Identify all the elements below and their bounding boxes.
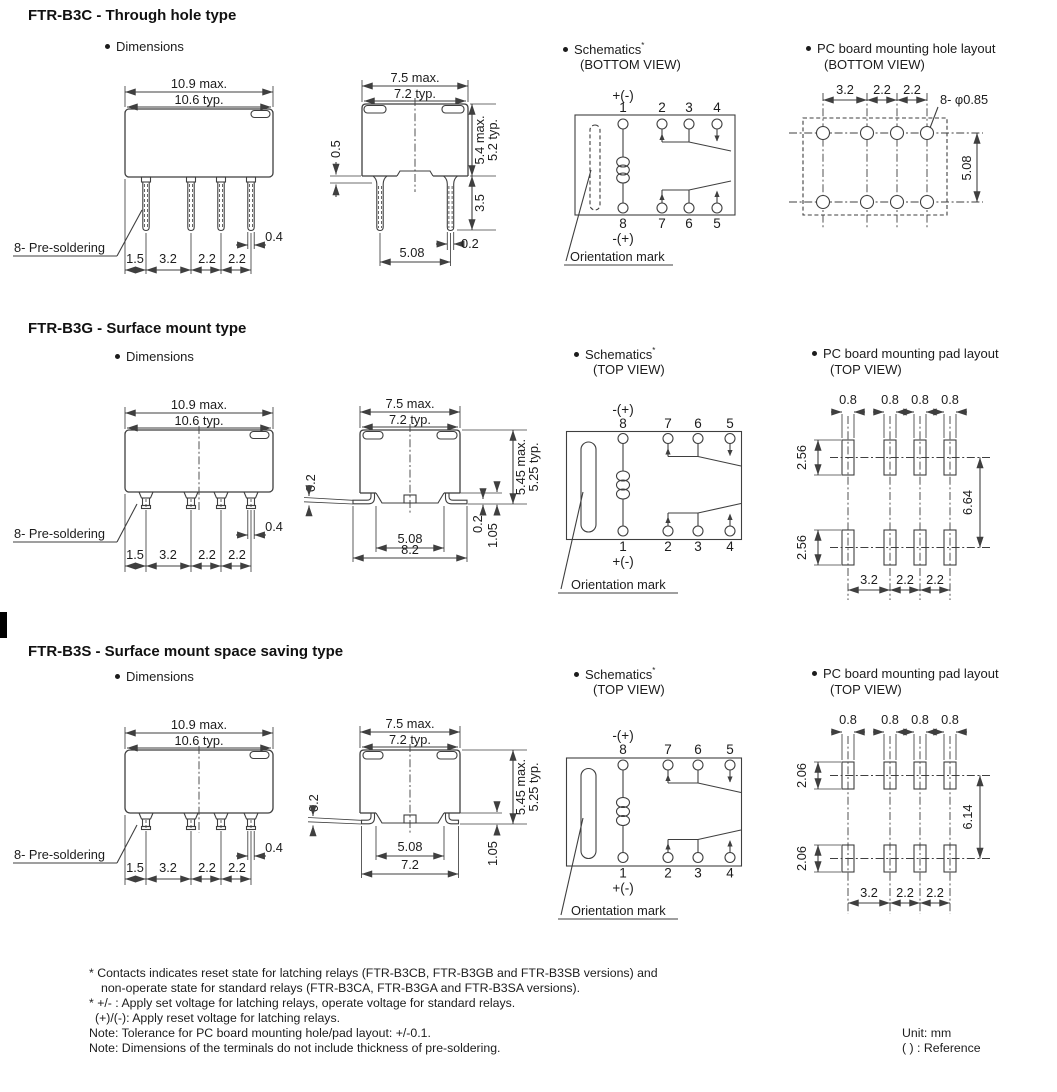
pin-number: 3 bbox=[694, 865, 702, 881]
contact-symbols bbox=[665, 444, 741, 527]
dim-label: 10.6 typ. bbox=[174, 413, 224, 428]
dim-label: 3.5 bbox=[472, 194, 487, 212]
b3s-schematic bbox=[558, 728, 742, 919]
b3s-schematics-view: (TOP VIEW) bbox=[593, 682, 665, 697]
pad-width-dims bbox=[831, 732, 967, 760]
dim-label: 0.8 bbox=[941, 712, 959, 727]
pin-number: 1 bbox=[619, 539, 627, 554]
orientation-notch bbox=[251, 111, 270, 118]
mounting-holes bbox=[817, 127, 934, 209]
dim-label: 0.4 bbox=[265, 229, 283, 244]
b3s-dimensions-header bbox=[115, 669, 194, 684]
bullet-icon bbox=[574, 672, 579, 677]
presolder-label: 8- Pre-soldering bbox=[14, 847, 106, 862]
b3c-pcb-hole-layout bbox=[789, 82, 988, 228]
dim-label: 5.25 typ. bbox=[526, 442, 541, 492]
dim-label: 0.8 bbox=[911, 712, 929, 727]
b3g-dimensions-header bbox=[115, 349, 194, 364]
pin-number: 7 bbox=[658, 216, 666, 231]
pin-number: 5 bbox=[726, 742, 734, 757]
b3c-front-drawing bbox=[13, 76, 283, 274]
dim-label: 0.2 bbox=[306, 794, 321, 812]
dim-label: 2.2 bbox=[198, 860, 216, 875]
pin-number: 2 bbox=[664, 539, 672, 554]
print-mark bbox=[0, 612, 7, 638]
dim-label: 2.2 bbox=[926, 885, 944, 900]
b3c-schematic bbox=[564, 88, 735, 265]
pin-number: 1 bbox=[619, 100, 627, 115]
dim-label: 2.2 bbox=[228, 251, 246, 266]
b3s-schematics-header bbox=[574, 666, 655, 682]
footnote-line: non-operate state for standard relays (FTR-B3CA, FTR-B3GA and FTR-B3SA versions). bbox=[101, 981, 581, 995]
reference-note: ( ) : Reference bbox=[902, 1041, 981, 1055]
dim-label: 3.2 bbox=[159, 860, 177, 875]
pin-number: 3 bbox=[694, 539, 702, 554]
gullwing-legs-front bbox=[139, 813, 258, 830]
pin-number: 8 bbox=[619, 742, 627, 757]
footnote-marker: * bbox=[652, 346, 656, 355]
dim-label: 2.2 bbox=[228, 547, 246, 562]
dim-label: 0.8 bbox=[911, 392, 929, 407]
pin-number: 5 bbox=[713, 216, 721, 231]
polarity-label: -(+) bbox=[612, 231, 634, 246]
b3g-pcb-pad-layout bbox=[794, 392, 990, 600]
orientation-label: Orientation mark bbox=[571, 903, 666, 918]
dim-label: 5.08 bbox=[399, 245, 425, 260]
pin-number: 6 bbox=[694, 416, 702, 431]
b3g-schematics-header bbox=[574, 346, 655, 362]
b3c-schematics-view: (BOTTOM VIEW) bbox=[580, 57, 681, 72]
dim-label: 0.4 bbox=[265, 840, 283, 855]
dim-label: 5.08 bbox=[959, 155, 974, 181]
dim-label: 6.64 bbox=[960, 490, 975, 515]
bullet-icon bbox=[115, 354, 120, 359]
dim-label: 0.8 bbox=[839, 392, 857, 407]
header-label: PC board mounting pad layout bbox=[823, 666, 999, 681]
pin-number: 8 bbox=[619, 216, 627, 231]
solder-pads bbox=[842, 440, 956, 565]
footnote-line: Note: Tolerance for PC board mounting hole/pad layout: +/-0.1. bbox=[89, 1026, 431, 1040]
dim-label: 7.2 typ. bbox=[394, 86, 436, 101]
dim-label: 7.2 bbox=[401, 857, 419, 872]
dim-label: 10.9 max. bbox=[170, 76, 228, 91]
dim-label: 5.2 typ. bbox=[485, 119, 500, 161]
pin-number: 4 bbox=[726, 539, 734, 554]
centerlines bbox=[789, 93, 983, 228]
footnote-line: (+)/(-): Apply reset voltage for latching relays. bbox=[95, 1011, 341, 1025]
orientation-mark bbox=[581, 442, 596, 532]
dim-label: 7.2 typ. bbox=[389, 412, 431, 427]
dim-label: 3.2 bbox=[860, 572, 878, 587]
b3s-pcb-view: (TOP VIEW) bbox=[830, 682, 902, 697]
footnote-line: * Contacts indicates reset state for latching relays (FTR-B3CB, FTR-B3GB and FTR-B3SB versions) and bbox=[89, 966, 658, 980]
bullet-icon bbox=[806, 46, 811, 51]
bullet-icon bbox=[105, 44, 110, 49]
b3s-side-drawing bbox=[306, 716, 541, 878]
b3c-dimensions-header bbox=[105, 39, 184, 54]
dim-label: 0.8 bbox=[881, 392, 899, 407]
dim-label: 2.2 bbox=[873, 82, 891, 97]
pad-width-dims bbox=[831, 412, 967, 438]
dim-label: 1.05 bbox=[485, 523, 500, 548]
dim-label: 6.14 bbox=[960, 804, 975, 830]
section-b3g-title: FTR-B3G - Surface mount type bbox=[28, 320, 247, 337]
dim-label: 1.5 bbox=[126, 251, 144, 266]
orientation-mark bbox=[581, 769, 596, 859]
pin-number: 2 bbox=[658, 100, 666, 115]
polarity-label: -(+) bbox=[612, 728, 634, 743]
solder-pads bbox=[842, 762, 956, 872]
b3c-pcb-header bbox=[806, 41, 996, 56]
dim-label: 3.2 bbox=[836, 82, 854, 97]
orientation-label: Orientation mark bbox=[570, 249, 665, 264]
through-hole-pins bbox=[143, 182, 254, 231]
section-b3s-title: FTR-B3S - Surface mount space saving type bbox=[28, 643, 344, 660]
b3g-pcb-header bbox=[812, 346, 999, 361]
dim-label: 3.2 bbox=[159, 547, 177, 562]
unit-note: Unit: mm bbox=[902, 1026, 952, 1040]
coil-symbol bbox=[617, 770, 630, 853]
dim-label: 0.4 bbox=[265, 519, 283, 534]
through-hole-pins-side bbox=[373, 176, 458, 231]
dim-label: 5.08 bbox=[397, 531, 423, 546]
dim-label: 2.2 bbox=[896, 572, 914, 587]
header-label: Dimensions bbox=[126, 669, 194, 684]
b3c-side-drawing bbox=[328, 70, 500, 266]
relay-body-front bbox=[125, 109, 273, 182]
bullet-icon bbox=[812, 671, 817, 676]
b3g-side-drawing bbox=[303, 396, 541, 562]
dim-label: 5.4 max. bbox=[472, 115, 487, 165]
pin-number: 7 bbox=[664, 416, 672, 431]
dim-label: 7.5 max. bbox=[385, 396, 435, 411]
pin-circles bbox=[618, 119, 722, 213]
dim-label: 2.06 bbox=[794, 763, 809, 788]
gullwing-legs-front bbox=[139, 492, 258, 509]
dim-label: 2.2 bbox=[198, 547, 216, 562]
footnote-line: Note: Dimensions of the terminals do not include thickness of pre-soldering. bbox=[89, 1041, 501, 1055]
dim-label: 1.5 bbox=[126, 860, 144, 875]
polarity-label: +(-) bbox=[612, 880, 634, 896]
b3g-front-drawing bbox=[13, 397, 283, 572]
dim-label: 3.2 bbox=[860, 885, 878, 900]
bullet-icon bbox=[574, 352, 579, 357]
dim-label: 0.2 bbox=[303, 474, 318, 492]
section-b3c-title: FTR-B3C - Through hole type bbox=[28, 7, 237, 24]
pin-number: 6 bbox=[685, 216, 693, 231]
dim-label: 7.5 max. bbox=[385, 716, 435, 731]
pin-circles bbox=[618, 760, 735, 863]
dim-label: 2.56 bbox=[794, 445, 809, 470]
polarity-label: +(-) bbox=[612, 554, 634, 569]
pin-number: 4 bbox=[726, 865, 734, 881]
header-label: Schematics bbox=[574, 42, 642, 57]
bullet-icon bbox=[563, 47, 568, 52]
dim-label: 10.6 typ. bbox=[174, 92, 224, 107]
presolder-label: 8- Pre-soldering bbox=[14, 240, 106, 255]
header-label: Schematics bbox=[585, 667, 653, 682]
dim-label: 3.2 bbox=[159, 251, 177, 266]
relay-body-side bbox=[360, 744, 460, 835]
b3g-schematic bbox=[558, 402, 742, 593]
pin-number: 3 bbox=[685, 100, 693, 115]
dim-label: 0.2 bbox=[461, 236, 479, 251]
dim-label: 8.2 bbox=[401, 542, 419, 557]
header-label: Schematics bbox=[585, 347, 653, 362]
b3g-schematics-view: (TOP VIEW) bbox=[593, 362, 665, 377]
b3g-pcb-view: (TOP VIEW) bbox=[830, 362, 902, 377]
dim-label: 2.2 bbox=[926, 572, 944, 587]
dim-label: 2.2 bbox=[896, 885, 914, 900]
footnote-marker: * bbox=[641, 41, 645, 50]
dim-label: 0.8 bbox=[941, 392, 959, 407]
header-label: Dimensions bbox=[126, 349, 194, 364]
header-label: Dimensions bbox=[116, 39, 184, 54]
dim-label: 0.8 bbox=[881, 712, 899, 727]
pin-number: 6 bbox=[694, 742, 702, 757]
dim-label: 7.2 typ. bbox=[389, 732, 431, 747]
dim-label: 5.08 bbox=[397, 839, 423, 854]
bullet-icon bbox=[812, 351, 817, 356]
dim-label: 0.2 bbox=[470, 515, 485, 533]
b3c-pcb-view: (BOTTOM VIEW) bbox=[824, 57, 925, 72]
dim-label: 2.2 bbox=[198, 251, 216, 266]
coil-symbol bbox=[617, 129, 630, 203]
orientation-mark bbox=[590, 125, 600, 210]
dim-label: 1.05 bbox=[485, 841, 500, 866]
dim-label: 5.45 max. bbox=[513, 438, 528, 496]
b3c-schematics-header bbox=[563, 41, 644, 57]
pin-number: 4 bbox=[713, 100, 721, 115]
footnote-line: * +/- : Apply set voltage for latching relays, operate voltage for standard relays. bbox=[89, 996, 516, 1010]
dim-label: 10.6 typ. bbox=[174, 733, 224, 748]
contact-symbols bbox=[659, 129, 731, 203]
bullet-icon bbox=[115, 674, 120, 679]
b3s-pcb-header bbox=[812, 666, 999, 681]
dim-label: 1.5 bbox=[126, 547, 144, 562]
pin-number: 1 bbox=[619, 865, 627, 881]
header-label: PC board mounting hole layout bbox=[817, 41, 996, 56]
orientation-label: Orientation mark bbox=[571, 577, 666, 592]
polarity-label: -(+) bbox=[612, 402, 634, 417]
dim-label: 7.5 max. bbox=[390, 70, 440, 85]
hole-size-label: 8- φ0.85 bbox=[940, 92, 989, 107]
dim-label: 5.45 max. bbox=[513, 758, 528, 816]
dim-label: 10.9 max. bbox=[170, 717, 228, 732]
pin-number: 5 bbox=[726, 416, 734, 431]
b3s-pcb-pad-layout bbox=[794, 712, 990, 914]
relay-body-side bbox=[362, 98, 468, 192]
dim-label: 2.2 bbox=[903, 82, 921, 97]
pin-number: 7 bbox=[664, 742, 672, 757]
dim-label: 5.25 typ. bbox=[526, 762, 541, 812]
polarity-label: +(-) bbox=[612, 88, 634, 103]
pin-circles bbox=[618, 434, 735, 537]
dim-label: 0.5 bbox=[328, 140, 343, 158]
coil-symbol bbox=[617, 444, 630, 527]
dim-label: 2.06 bbox=[794, 846, 809, 871]
header-label: PC board mounting pad layout bbox=[823, 346, 999, 361]
pin-number: 8 bbox=[619, 416, 627, 431]
dim-label: 10.9 max. bbox=[170, 397, 228, 412]
dim-label: 2.2 bbox=[228, 860, 246, 875]
b3s-front-drawing bbox=[13, 717, 283, 885]
pin-number: 2 bbox=[664, 865, 672, 881]
presolder-label: 8- Pre-soldering bbox=[14, 526, 106, 541]
relay-body-side bbox=[360, 424, 460, 515]
dim-label: 0.8 bbox=[839, 712, 857, 727]
contact-symbols bbox=[665, 770, 741, 853]
orientation-notch bbox=[250, 752, 269, 759]
orientation-notch bbox=[250, 432, 269, 439]
dim-label: 2.56 bbox=[794, 535, 809, 560]
footnote-marker: * bbox=[652, 666, 656, 675]
